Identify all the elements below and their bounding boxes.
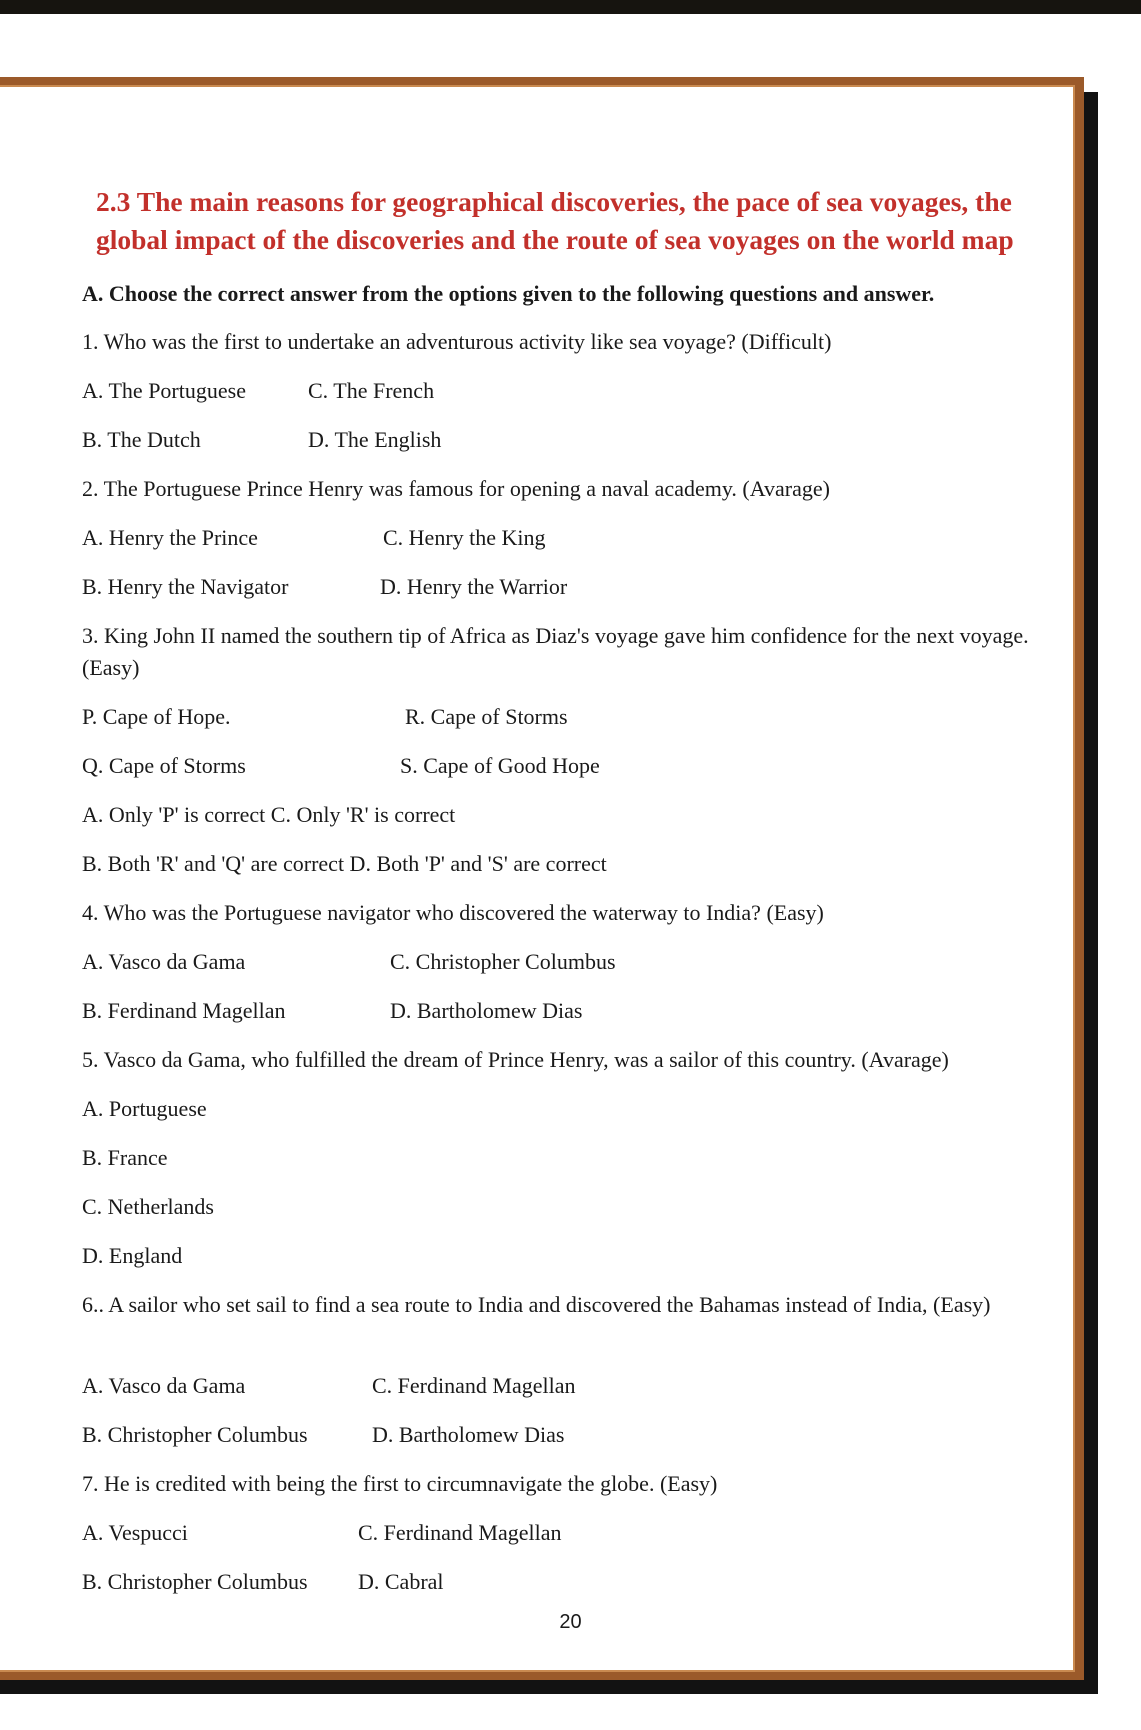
q1-option-d: D. The English	[308, 427, 442, 452]
q6-option-d: D. Bartholomew Dias	[372, 1422, 565, 1447]
q4-option-d: D. Bartholomew Dias	[390, 998, 583, 1023]
question-4: 4. Who was the Portuguese navigator who discovered the waterway to India? (Easy)	[82, 900, 824, 925]
top-dark-bar	[0, 0, 1141, 14]
q6-option-c: C. Ferdinand Magellan	[372, 1373, 576, 1398]
question-2: 2. The Portuguese Prince Henry was famous for opening a naval academy. (Avarage)	[82, 476, 830, 501]
page-number: 20	[559, 1611, 582, 1633]
q6-option-a: A. Vasco da Gama	[82, 1373, 246, 1398]
q1-option-c: C. The French	[308, 378, 435, 403]
q2-option-a: A. Henry the Prince	[82, 525, 258, 550]
frame-shadow-right	[1084, 92, 1098, 1692]
q3-statement-q: Q. Cape of Storms	[82, 753, 246, 778]
q7-option-b: B. Christopher Columbus	[82, 1569, 308, 1594]
q4-option-c: C. Christopher Columbus	[390, 949, 616, 974]
q3-option-ac: A. Only 'P' is correct C. Only 'R' is correct	[82, 802, 456, 827]
q2-option-d: D. Henry the Warrior	[380, 574, 568, 599]
question-7: 7. He is credited with being the first to circumnavigate the globe. (Easy)	[82, 1471, 718, 1496]
section-title: 2.3 The main reasons for geographical discoveries, the pace of sea voyages, the global impact of the discoveries and the route of sea voyages on the world map	[96, 186, 1014, 255]
q3-statement-p: P. Cape of Hope.	[82, 704, 231, 729]
q7-option-d: D. Cabral	[358, 1569, 444, 1594]
frame-shadow-bottom	[0, 1680, 1098, 1694]
q7-option-c: C. Ferdinand Magellan	[358, 1520, 562, 1545]
q3-option-bd: B. Both 'R' and 'Q' are correct D. Both 'P' and 'S' are correct	[82, 851, 607, 876]
question-3: 3. King John II named the southern tip of Africa as Diaz's voyage gave him confidence for the next voyage. (Easy)	[82, 623, 1029, 680]
q5-option-a: A. Portuguese	[82, 1096, 207, 1121]
q6-option-b: B. Christopher Columbus	[82, 1422, 308, 1447]
q3-statement-r: R. Cape of Storms	[405, 704, 568, 729]
question-6: 6.. A sailor who set sail to find a sea route to India and discovered the Bahamas instead of India, (Easy)	[82, 1292, 991, 1317]
q3-statement-s: S. Cape of Good Hope	[400, 753, 600, 778]
q5-option-d: D. England	[82, 1243, 183, 1268]
question-1: 1. Who was the first to undertake an adventurous activity like sea voyage? (Difficult)	[82, 329, 832, 354]
q4-option-a: A. Vasco da Gama	[82, 949, 246, 974]
q2-option-b: B. Henry the Navigator	[82, 574, 289, 599]
q7-option-a: A. Vespucci	[82, 1520, 188, 1545]
q1-option-a: A. The Portuguese	[82, 378, 246, 403]
q1-option-b: B. The Dutch	[82, 427, 201, 452]
q5-option-b: B. France	[82, 1145, 168, 1170]
question-5: 5. Vasco da Gama, who fulfilled the dream of Prince Henry, was a sailor of this country. (Avarage)	[82, 1047, 949, 1072]
q2-option-c: C. Henry the King	[383, 525, 546, 550]
instruction-text: A. Choose the correct answer from the options given to the following questions and answer.	[82, 281, 935, 306]
q4-option-b: B. Ferdinand Magellan	[82, 998, 286, 1023]
q5-option-c: C. Netherlands	[82, 1194, 214, 1219]
